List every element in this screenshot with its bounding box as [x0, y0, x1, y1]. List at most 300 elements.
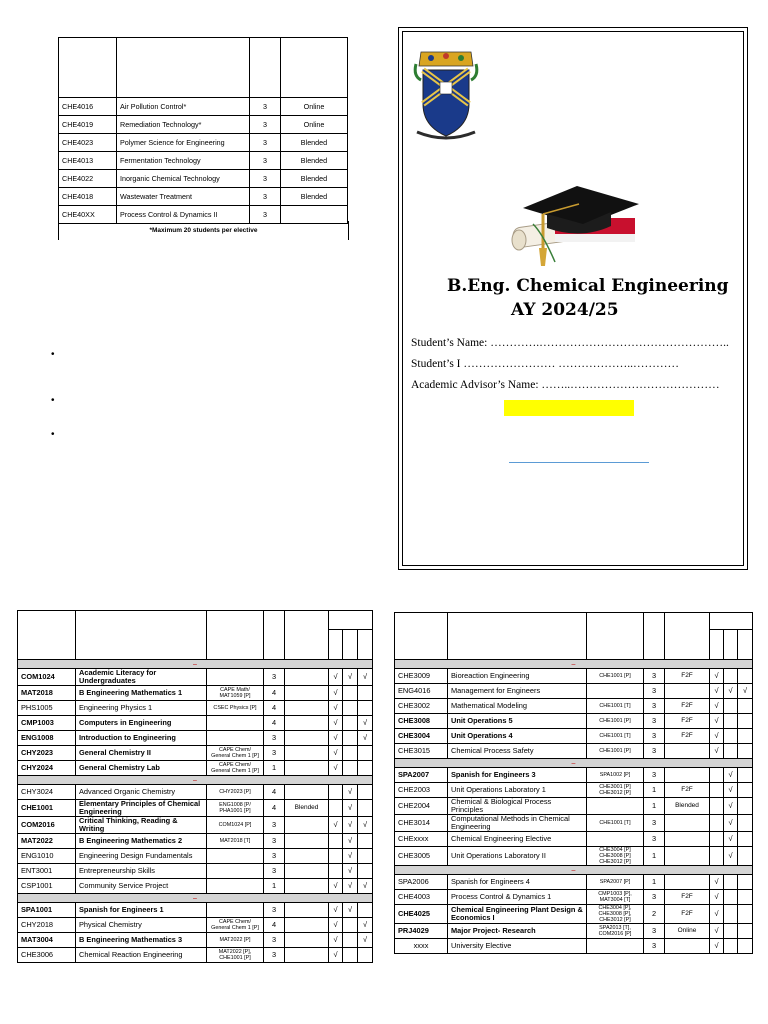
prerequisite	[207, 716, 264, 731]
course-name: Physical Chemistry	[76, 918, 207, 933]
course-row	[18, 903, 373, 918]
course-code: CHE4022	[59, 170, 117, 188]
semester-check-mark: √	[329, 686, 343, 701]
course-name: Remediation Technology*	[117, 116, 250, 134]
semester-check-mark	[329, 864, 343, 879]
semester-check-mark: √	[724, 783, 738, 798]
course-credits: 2	[644, 905, 665, 924]
delivery-mode	[665, 832, 710, 847]
semester-check-mark: √	[358, 817, 373, 834]
course-credits: 1	[644, 798, 665, 815]
semester-check-mark	[738, 832, 753, 847]
semester-marker: –	[18, 776, 373, 785]
course-name: Engineering Physics 1	[76, 701, 207, 716]
delivery-mode	[285, 785, 329, 800]
year1-2-course-table	[17, 610, 373, 963]
course-credits: 4	[264, 701, 285, 716]
course-row	[395, 669, 753, 684]
course-credits: 3	[644, 729, 665, 744]
prerequisite: CAPE Chem/ General Chem 1 [P]	[207, 918, 264, 933]
course-name: Chemical Engineering Plant Design & Economics I	[448, 905, 587, 924]
semester-check-mark	[343, 948, 358, 963]
course-credits: 3	[264, 849, 285, 864]
delivery-mode	[285, 918, 329, 933]
semester-check-mark: √	[724, 684, 738, 699]
semester-check-mark: √	[329, 746, 343, 761]
semester-check-mark: √	[329, 933, 343, 948]
course-code: CHE3008	[395, 714, 448, 729]
course-credits: 1	[644, 847, 665, 866]
prerequisite: MAT2018 [T]	[207, 834, 264, 849]
course-credits: 3	[264, 948, 285, 963]
semester-check-mark	[710, 768, 724, 783]
course-credits: 3	[644, 768, 665, 783]
delivery-mode: Online	[281, 98, 348, 116]
year3-4-course-table	[394, 612, 753, 954]
prerequisite: CHE1001 [P]	[587, 669, 644, 684]
prerequisite: SPA1002 [P]	[587, 768, 644, 783]
course-name: Unit Operations Laboratory 1	[448, 783, 587, 798]
course-code: MAT2022	[18, 834, 76, 849]
electives-header-row	[59, 38, 348, 98]
prerequisite	[207, 669, 264, 686]
course-name: Unit Operations Laboratory II	[448, 847, 587, 866]
semester-check-mark	[738, 669, 753, 684]
course-credits: 3	[264, 933, 285, 948]
semester-check-mark	[358, 849, 373, 864]
prerequisite: CHE3001 [P] CHE3012 [P]	[587, 783, 644, 798]
delivery-mode: F2F	[665, 729, 710, 744]
course-row	[395, 744, 753, 759]
advisor-name-field: Academic Advisor’s Name: ……..…………………………………	[411, 379, 720, 391]
course-row	[395, 815, 753, 832]
semester-check-mark: √	[724, 768, 738, 783]
course-code: MAT2018	[18, 686, 76, 701]
prerequisite	[207, 879, 264, 894]
course-name: Bioreaction Engineering	[448, 669, 587, 684]
semester-check-mark	[343, 933, 358, 948]
semester-check-mark: √	[710, 744, 724, 759]
course-name: Entrepreneurship Skills	[76, 864, 207, 879]
prerequisite: CAPE Math/ MAT1059 [P]	[207, 686, 264, 701]
delivery-mode	[285, 686, 329, 701]
semester-check-mark	[724, 924, 738, 939]
course-code: CHE1001	[18, 800, 76, 817]
course-name: Unit Operations 4	[448, 729, 587, 744]
course-row	[18, 864, 373, 879]
semester-check-mark: √	[343, 785, 358, 800]
semester-separator-row	[395, 759, 753, 768]
prerequisite	[587, 798, 644, 815]
prerequisite: ENG1008 [P/ PHA1001 [P]	[207, 800, 264, 817]
semester-check-mark	[724, 699, 738, 714]
delivery-mode	[285, 864, 329, 879]
delivery-mode	[285, 933, 329, 948]
course-name: Advanced Organic Chemistry	[76, 785, 207, 800]
semester-check-mark	[738, 699, 753, 714]
semester-check-mark: √	[329, 716, 343, 731]
course-name: Spanish for Engineers 4	[448, 875, 587, 890]
semester-check-mark: √	[329, 761, 343, 776]
delivery-mode: F2F	[665, 699, 710, 714]
course-code: CHE4003	[395, 890, 448, 905]
delivery-mode	[285, 716, 329, 731]
prerequisite	[207, 903, 264, 918]
semester-check-mark	[724, 875, 738, 890]
course-code: MAT3004	[18, 933, 76, 948]
delivery-mode	[285, 903, 329, 918]
course-name: Chemical & Biological Process Principles	[448, 798, 587, 815]
delivery-mode: Online	[281, 116, 348, 134]
semester-check-mark: √	[329, 948, 343, 963]
prerequisite: CHE3004 [P], CHE3008 [P], CHE3012 [P]	[587, 905, 644, 924]
course-code: ENG1008	[18, 731, 76, 746]
semester-check-mark	[738, 905, 753, 924]
course-credits: 3	[644, 669, 665, 684]
semester-check-mark	[724, 729, 738, 744]
course-code: CHE3004	[395, 729, 448, 744]
prerequisite: CAPE Chem/ General Chem 1 [P]	[207, 761, 264, 776]
course-name: Wastewater Treatment	[117, 188, 250, 206]
delivery-mode	[665, 684, 710, 699]
semester-check-mark	[724, 939, 738, 954]
semester-check-mark	[710, 832, 724, 847]
course-code: SPA2006	[395, 875, 448, 890]
course-code: CHE4016	[59, 98, 117, 116]
course-credits: 3	[644, 684, 665, 699]
semester-check-mark	[710, 847, 724, 866]
course-row	[18, 746, 373, 761]
semester-check-mark: √	[710, 890, 724, 905]
prerequisite: CMP1003 [P], MAT3004 [T]	[587, 890, 644, 905]
course-credits: 3	[250, 116, 281, 134]
delivery-mode	[665, 815, 710, 832]
electives-note: *Maximum 20 students per elective	[58, 221, 349, 240]
course-code: CHE3006	[18, 948, 76, 963]
course-credits: 4	[264, 918, 285, 933]
semester-check-mark	[358, 834, 373, 849]
semester-check-mark	[738, 783, 753, 798]
course-name: Community Service Project	[76, 879, 207, 894]
semester-check-mark	[738, 729, 753, 744]
elective-row	[59, 152, 348, 170]
semester-check-mark	[329, 800, 343, 817]
course-code: CHY3024	[18, 785, 76, 800]
semester-check-mark: √	[710, 714, 724, 729]
student-id-field: Student’s I …………………… ………………..…………	[411, 358, 680, 370]
course-row	[18, 849, 373, 864]
course-credits: 3	[644, 924, 665, 939]
link-underline	[509, 462, 649, 463]
semester-check-mark: √	[329, 903, 343, 918]
course-name: B Engineering Mathematics 2	[76, 834, 207, 849]
prerequisite: CHE3004 [P] CHE3008 [P] CHE3012 [P]	[587, 847, 644, 866]
course-row	[395, 939, 753, 954]
semester-check-mark: √	[738, 684, 753, 699]
semester-check-mark	[358, 864, 373, 879]
prerequisite: CAPE Chem/ General Chem 1 [P]	[207, 746, 264, 761]
bullet-marker: •	[51, 349, 55, 360]
course-code: CHY2018	[18, 918, 76, 933]
delivery-mode	[665, 847, 710, 866]
course-row	[395, 729, 753, 744]
course-name: Chemical Reaction Engineering	[76, 948, 207, 963]
semester-check-mark: √	[358, 716, 373, 731]
course-code: SPA1001	[18, 903, 76, 918]
delivery-mode: Blended	[281, 188, 348, 206]
delivery-mode	[285, 817, 329, 834]
course-code: ENG4016	[395, 684, 448, 699]
course-row	[395, 832, 753, 847]
semester-check-mark	[724, 890, 738, 905]
semester-check-mark: √	[343, 903, 358, 918]
cover-title: B.Eng. Chemical Engineering	[447, 276, 729, 296]
prerequisite: CHE1001 [T]	[587, 699, 644, 714]
semester-separator-row	[18, 660, 373, 669]
course-code: CHE4019	[59, 116, 117, 134]
course-credits: 3	[264, 834, 285, 849]
bullet-marker: •	[51, 395, 55, 406]
delivery-mode	[285, 761, 329, 776]
course-credits: 1	[644, 875, 665, 890]
semester-check-mark	[710, 783, 724, 798]
semester-check-mark: √	[358, 918, 373, 933]
semester-check-mark	[329, 849, 343, 864]
prerequisite	[207, 731, 264, 746]
course-name: Elementary Principles of Chemical Engineering	[76, 800, 207, 817]
course-name: Fermentation Technology	[117, 152, 250, 170]
course-row	[18, 933, 373, 948]
university-crest-icon	[411, 46, 481, 142]
left-header-row	[18, 611, 373, 630]
course-credits: 3	[264, 731, 285, 746]
course-credits: 3	[264, 903, 285, 918]
semester-separator-row	[18, 894, 373, 903]
semester-check-mark: √	[329, 879, 343, 894]
course-code: COM2016	[18, 817, 76, 834]
semester-separator-row	[395, 866, 753, 875]
course-code: CHE2004	[395, 798, 448, 815]
semester-check-mark	[358, 701, 373, 716]
semester-check-mark: √	[329, 731, 343, 746]
course-code: ENG1010	[18, 849, 76, 864]
semester-check-mark	[738, 744, 753, 759]
course-credits: 3	[250, 152, 281, 170]
delivery-mode: F2F	[665, 905, 710, 924]
semester-check-mark: √	[343, 800, 358, 817]
course-row	[18, 701, 373, 716]
course-credits: 3	[264, 817, 285, 834]
semester-check-mark	[343, 761, 358, 776]
prerequisite: CHE1001 [P]	[587, 744, 644, 759]
elective-row	[59, 188, 348, 206]
course-credits: 4	[264, 716, 285, 731]
left-table-body	[18, 660, 373, 963]
semester-check-mark: √	[724, 832, 738, 847]
semester-check-mark: √	[710, 905, 724, 924]
course-credits: 3	[644, 699, 665, 714]
semester-check-mark	[738, 875, 753, 890]
course-credits: 3	[250, 134, 281, 152]
course-name: General Chemistry II	[76, 746, 207, 761]
course-code: ENT3001	[18, 864, 76, 879]
semester-check-mark	[358, 761, 373, 776]
course-code: CHY2024	[18, 761, 76, 776]
course-name: Computers in Engineering	[76, 716, 207, 731]
right-table-body	[395, 660, 753, 954]
semester-check-mark	[738, 815, 753, 832]
semester-marker: –	[18, 660, 373, 669]
semester-separator-row	[395, 660, 753, 669]
course-code: CHExxxx	[395, 832, 448, 847]
prerequisite: SPA2013 [T], COM2016 [P]	[587, 924, 644, 939]
course-code: CHE4025	[395, 905, 448, 924]
prerequisite: MAT2022 [P]	[207, 933, 264, 948]
semester-check-mark: √	[710, 699, 724, 714]
course-credits: 3	[250, 98, 281, 116]
prerequisite	[587, 939, 644, 954]
semester-check-mark: √	[343, 834, 358, 849]
semester-check-mark	[343, 701, 358, 716]
semester-check-mark	[738, 714, 753, 729]
semester-check-mark	[343, 716, 358, 731]
course-row	[18, 785, 373, 800]
course-row	[395, 768, 753, 783]
prerequisite	[207, 849, 264, 864]
course-name: Introduction to Engineering	[76, 731, 207, 746]
course-row	[395, 875, 753, 890]
course-credits: 1	[264, 761, 285, 776]
course-name: Process Control & Dynamics 1	[448, 890, 587, 905]
course-name: Management for Engineers	[448, 684, 587, 699]
course-code: CHE4013	[59, 152, 117, 170]
delivery-mode: F2F	[665, 714, 710, 729]
semester-check-mark: √	[329, 817, 343, 834]
delivery-mode	[665, 875, 710, 890]
prerequisite	[587, 684, 644, 699]
semester-check-mark: √	[710, 924, 724, 939]
delivery-mode	[285, 731, 329, 746]
semester-check-mark	[343, 731, 358, 746]
semester-check-mark	[738, 939, 753, 954]
delivery-mode	[665, 939, 710, 954]
student-name-field: Student’s Name: ………….…………………………………………..	[411, 337, 729, 349]
course-credits: 3	[264, 864, 285, 879]
course-credits: 1	[264, 879, 285, 894]
delivery-mode: Online	[665, 924, 710, 939]
delivery-mode	[285, 849, 329, 864]
delivery-mode: Blended	[285, 800, 329, 817]
course-credits: 3	[644, 815, 665, 832]
semester-check-mark: √	[710, 875, 724, 890]
semester-check-mark: √	[329, 669, 343, 686]
course-name: Mathematical Modeling	[448, 699, 587, 714]
prerequisite	[207, 864, 264, 879]
semester-check-mark	[358, 785, 373, 800]
course-code: CHE3015	[395, 744, 448, 759]
course-code: CMP1003	[18, 716, 76, 731]
course-row	[18, 716, 373, 731]
course-row	[18, 800, 373, 817]
prerequisite: SPA2007 [P]	[587, 875, 644, 890]
delivery-mode	[285, 879, 329, 894]
course-code: PRJ4029	[395, 924, 448, 939]
delivery-mode	[285, 746, 329, 761]
course-name: Critical Thinking, Reading & Writing	[76, 817, 207, 834]
semester-check-mark: √	[710, 684, 724, 699]
electives-table	[58, 37, 348, 224]
course-row	[395, 924, 753, 939]
course-credits: 4	[264, 800, 285, 817]
prerequisite: COM1024 [P]	[207, 817, 264, 834]
course-name: Computational Methods in Chemical Engineering	[448, 815, 587, 832]
semester-check-mark	[358, 686, 373, 701]
semester-check-mark: √	[358, 731, 373, 746]
semester-check-mark: √	[343, 879, 358, 894]
prerequisite: CHE1001 [T]	[587, 815, 644, 832]
cover-inner-border	[402, 31, 744, 566]
elective-row	[59, 134, 348, 152]
course-name: Process Control & Dynamics II	[117, 206, 250, 224]
course-name: General Chemistry Lab	[76, 761, 207, 776]
course-name: Chemical Engineering Elective	[448, 832, 587, 847]
course-row	[395, 890, 753, 905]
course-name: Spanish for Engineers 1	[76, 903, 207, 918]
delivery-mode: Blended	[665, 798, 710, 815]
course-credits: 3	[250, 188, 281, 206]
course-code: xxxx	[395, 939, 448, 954]
delivery-mode: F2F	[665, 783, 710, 798]
delivery-mode: F2F	[665, 890, 710, 905]
semester-check-mark: √	[724, 798, 738, 815]
semester-check-mark: √	[710, 729, 724, 744]
semester-check-mark	[724, 714, 738, 729]
course-code: CHE3014	[395, 815, 448, 832]
course-row	[18, 669, 373, 686]
course-row	[395, 798, 753, 815]
course-credits: 4	[264, 686, 285, 701]
delivery-mode	[665, 768, 710, 783]
course-row	[18, 834, 373, 849]
course-code: CHE2003	[395, 783, 448, 798]
course-code: COM1024	[18, 669, 76, 686]
course-name: Chemical Process Safety	[448, 744, 587, 759]
cover-page	[398, 27, 748, 570]
semester-check-mark	[343, 918, 358, 933]
semester-check-mark: √	[358, 669, 373, 686]
delivery-mode: F2F	[665, 669, 710, 684]
course-row	[18, 731, 373, 746]
semester-separator-row	[18, 776, 373, 785]
course-row	[395, 847, 753, 866]
semester-check-mark	[358, 903, 373, 918]
course-name: Spanish for Engineers 3	[448, 768, 587, 783]
semester-check-mark	[738, 890, 753, 905]
course-code: CHE4018	[59, 188, 117, 206]
delivery-mode	[285, 948, 329, 963]
semester-check-mark: √	[358, 879, 373, 894]
course-row	[395, 684, 753, 699]
course-code: PHS1005	[18, 701, 76, 716]
semester-check-mark	[738, 768, 753, 783]
semester-check-mark	[738, 924, 753, 939]
delivery-mode	[285, 669, 329, 686]
right-header-row	[395, 613, 753, 630]
course-name: Inorganic Chemical Technology	[117, 170, 250, 188]
prerequisite: CHE1001 [T]	[587, 729, 644, 744]
course-code: CHE3002	[395, 699, 448, 714]
bullet-marker: •	[51, 429, 55, 440]
